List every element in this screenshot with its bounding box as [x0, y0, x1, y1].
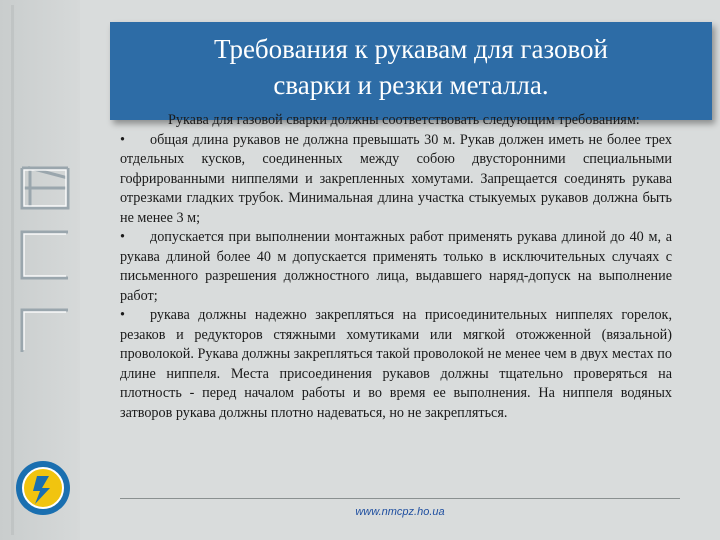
list-item [120, 131, 672, 229]
footer-url-link[interactable]: www.nmcpz.ho.ua [355, 506, 445, 518]
bullet-icon: • [120, 229, 125, 245]
list-item-text: рукава должны надежно закрепляться на присоединительных ниппелях горелок, резаков и редукторов стяжными хомутиками или мягкой отожженной (вязальной) проволокой. Рукава должны закрепляться такой проволокой не менее чем в двух местах по длине ниппеля. Места присоединения рукавов должны тщательно проверяться на плотность - перед началом работы и во время ее выполнения. На ниппеля водяных затворов рукава должны плотно надеваться, но не закрепляться. [120, 307, 672, 421]
title-line-2: сварки и резки металла. [273, 70, 549, 100]
footer-divider [120, 498, 680, 499]
title-banner [110, 22, 712, 120]
list-item-text: допускается при выполнении монтажных работ применять рукава длиной до 40 м, а рукава длиной более 40 м допускается применять только в исключительных случаях с письменного разрешения должностного лица, выдавшего наряд-допуск на выполнение работ; [120, 229, 672, 304]
bullet-icon: • [120, 307, 125, 323]
intro-paragraph: Рукава для газовой сварки должны соответствовать следующим требованиям: [168, 112, 640, 128]
bullet-icon: • [120, 131, 125, 148]
side-band [0, 0, 80, 540]
welding-electrode-logo-icon [15, 460, 71, 516]
brand-letters-logo [16, 160, 72, 360]
requirements-text [120, 111, 672, 423]
title-line-1: Требования к рукавам для газовой [213, 34, 608, 64]
list-item-text: общая длина рукавов не должна превышать 30 м. Рукав должен иметь не более трех отдельных кусков, соединенных между собою двусторонними специальными гофрированными ниппелями и закрепленных хомутами. Запрещается соединять рукава отрезками гладких трубок. Минимальная длина участка стыкуемых рукавов должна быть не менее 3 м; [120, 131, 672, 226]
list-item [120, 306, 672, 423]
side-decor-line [11, 5, 14, 535]
list-item [120, 228, 672, 306]
page-title [110, 31, 712, 103]
